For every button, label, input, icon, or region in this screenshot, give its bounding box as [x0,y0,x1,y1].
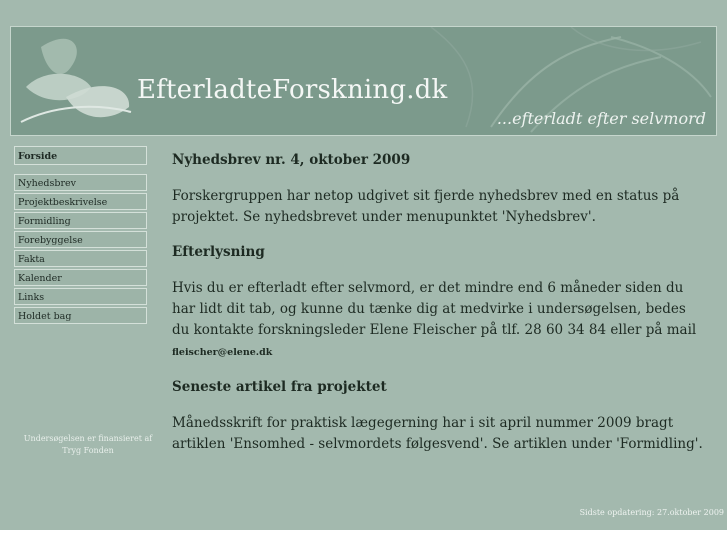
nav-item-projektbeskrivelse[interactable]: Projektbeskrivelse [14,193,147,210]
nav-item-nyhedsbrev[interactable]: Nyhedsbrev [14,174,147,191]
search-heading: Efterlysning [172,244,265,260]
nav-item-formidling[interactable]: Formidling [14,212,147,229]
site-slogan: ...efterladt efter selvmord [496,109,706,128]
nav-item-forebyggelse[interactable]: Forebyggelse [14,231,147,248]
sidebar-nav [14,146,147,326]
nav-item-kalender[interactable]: Kalender [14,269,147,286]
site-title: EfterladteForskning.dk [137,75,448,105]
last-updated: Sidste opdatering: 27.oktober 2009 [579,508,724,517]
news-heading: Nyhedsbrev nr. 4, oktober 2009 [172,152,411,168]
nav-item-forside[interactable]: Forside [14,146,147,165]
sponsor-note: Undersøgelsen er finansieret af Tryg Fonden [23,434,153,455]
search-text: Hvis du er efterladt efter selvmord, er det mindre end 6 måneder siden du har lidt dit tab, og kunne du tænke dig at medvirke i undersøgelsen, bedes du kontakte forskningsleder Elene Fleischer på tlf. 28 60 34 84 eller på mail [172,280,697,338]
search-paragraph [172,278,707,363]
email-link[interactable]: fleischer@elene.dk [172,347,273,358]
nav-item-links[interactable]: Links [14,288,147,305]
article-text: Månedsskrift for praktisk lægegerning har i sit april nummer 2009 bragt artiklen 'Ensomhed - selvmordets følgesvend'. Se artiklen under 'Formidling'. [172,415,703,452]
site-header [10,26,717,136]
main-content [172,150,707,469]
news-text: Forskergruppen har netop udgivet sit fjerde nyhedsbrev med en status på projektet. Se nyhedsbrevet under menupunktet 'Nyhedsbrev'. [172,188,680,225]
nav-item-fakta[interactable]: Fakta [14,250,147,267]
nav-item-holdet-bag[interactable]: Holdet bag [14,307,147,324]
article-heading: Seneste artikel fra projektet [172,379,387,395]
